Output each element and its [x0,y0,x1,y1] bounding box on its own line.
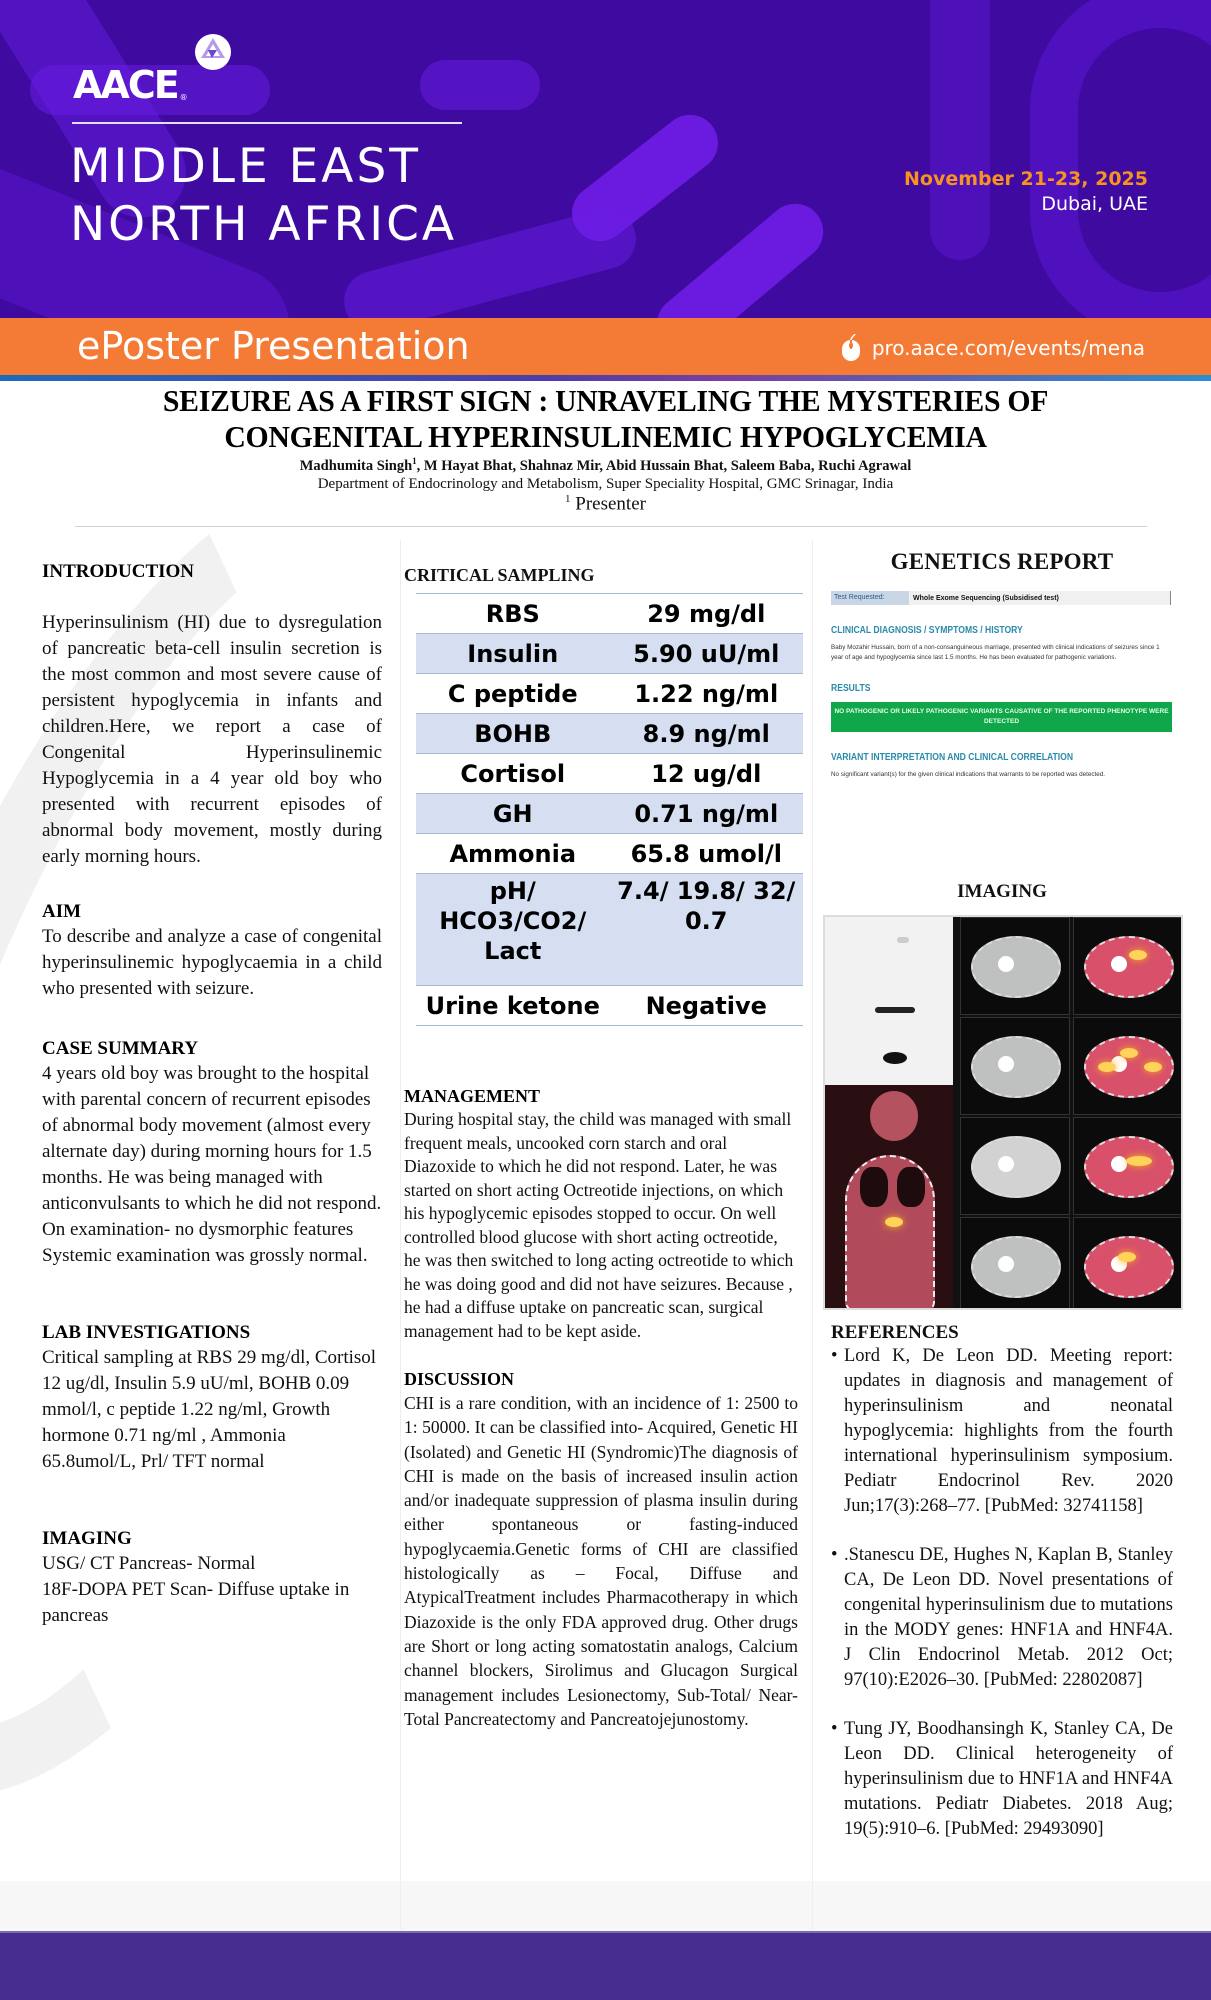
imaging-heading: IMAGING [957,881,1047,902]
value-cell: 29 mg/dl [647,599,766,628]
table-row [416,754,803,794]
reference-item [831,1717,1173,1842]
critical-sampling-heading: CRITICAL SAMPLING [404,565,595,585]
table-row [416,794,803,834]
title-line-2: CONGENITAL HYPERINSULINEMIC HYPOGLYCEMIA [224,419,987,454]
param-cell: RBS [485,599,540,628]
value-cell: 1.22 ng/ml [634,679,779,708]
lab-heading: LAB INVESTIGATIONS [42,1322,251,1343]
presenter-note [0,493,1211,515]
first-author: Madhumita Singh [299,457,413,474]
event-url-link[interactable] [840,334,1145,362]
axial-pet-slice [1073,917,1183,1015]
management-text: During hospital stay, the child was managed with small frequent meals, uncooked corn starch and oral Diazoxide to which he did not respond. Later, he was started on short acting Octreotide injections, on which his hypoglycemic episodes stopped to occur. On well controlled blood glucose with short acting octreotide, he was then switched to long acting octreotide to which he was doing good and did not have seizures. Because , he had a diffuse uptake on pancreatic scan, surgical management had to be kept aside. [404,1109,794,1341]
test-requested-label: Test Requested: [831,591,909,605]
table-row [416,714,803,754]
decorative-swoosh [645,192,834,318]
presenter-marker: 1 [412,456,417,466]
discussion-section [404,1367,798,1731]
aim-section [42,900,382,1002]
case-summary-text: 4 years old boy was brought to the hospital with parental concern of recurrent episodes of abnormal body movement (almost every alternate day) during morning hours for 1.5 months. He was being managed with anticonvulsants to which he did not respond. [42,1063,382,1214]
logo-wordmark: AACE [73,63,178,107]
clinical-diagnosis-text: Baby Mozahir Hussain, born of a non-consanguineous marriage, presented with clinical indications of seizures since 1 year of age and hypoglycemia since last 1.5 months. He has been evaluated for pathogenic variations. [831,644,1160,661]
axial-pet-slice [1073,1117,1183,1215]
param-cell: pH/ HCO3/CO2/ Lact [439,877,587,965]
value-cell: 0.71 ng/ml [634,799,779,828]
value-cell: 7.4/ 19.8/ 32/ 0.7 [617,877,796,935]
lab-text: Critical sampling at RBS 29 mg/dl, Cortisol 12 ug/dl, Insulin 5.9 uU/ml, BOHB 0.09 mmol/l, c peptide 1.22 ng/ml, Growth hormone 0.71 ng/ml , Ammonia 65.8umol/L, Prl/ TFT normal [42,1347,377,1472]
column-divider [812,540,813,1930]
imaging-summary-heading: IMAGING [42,1528,132,1549]
param-cell: C peptide [447,679,578,708]
case-summary-systemic: Systemic examination was grossly normal. [42,1245,368,1266]
axial-ct-slice [960,917,1070,1015]
management-heading: MANAGEMENT [404,1086,540,1106]
table-row [416,874,803,986]
gradient-divider [0,375,1211,381]
presenter-note-marker: 1 [565,492,571,505]
event-location: Dubai, UAE [1041,193,1148,215]
axial-ct-slice [960,1217,1070,1310]
poster-title [24,383,1187,455]
co-authors: , M Hayat Bhat, Shahnaz Mir, Abid Hussain Bhat, Saleem Baba, Ruchi Agrawal [416,457,912,474]
coronal-fused-pane [825,1085,953,1310]
column-divider [400,540,401,1930]
table-row [416,594,803,634]
author-list [0,456,1211,475]
test-requested-value: Whole Exome Sequencing (Subsidised test) [913,594,1059,602]
banner-divider [72,122,462,124]
decorative-swoosh [1030,0,1211,318]
reference-item [831,1543,1173,1693]
table-row [416,634,803,674]
results-banner: NO PATHOGENIC OR LIKELY PATHOGENIC VARIANTS CAUSATIVE OF THE REPORTED PHENOTYPE WERE DETECTED [831,702,1172,732]
imaging-line-1: USG/ CT Pancreas- Normal [42,1553,256,1574]
imaging-summary-section [42,1527,382,1629]
watermark-band [0,1881,1211,1931]
discussion-heading: DISCUSSION [404,1369,515,1389]
decorative-swoosh [930,0,990,260]
critical-sampling-table [416,593,803,1026]
value-cell: 12 ug/dl [651,759,762,788]
title-divider [75,526,1147,527]
value-cell: Negative [645,991,767,1020]
decorative-swoosh [420,60,540,110]
aim-heading: AIM [42,901,82,922]
param-cell: BOHB [474,719,552,748]
reference-item [831,1344,1173,1519]
bullet-icon: • [831,1346,838,1366]
aace-emblem-icon [191,30,235,74]
lab-investigations-section [42,1321,382,1475]
title-line-1: SEIZURE AS A FIRST SIGN : UNRAVELING THE MYSTERIES OF [162,383,1049,418]
event-date: November 21-23, 2025 [904,168,1148,190]
test-requested-row [831,591,1171,605]
reference-text: Tung JY, Boodhansingh K, Stanley CA, De Leon DD. Clinical heterogeneity of hyperinsulinism due to HNF1A and HNF4A mutations. Pediatr Diabetes. 2018 Aug; 19(5):910–6. [PubMed: 29493090] [844,1719,1173,1839]
imaging-line-2: 18F-DOPA PET Scan- Diffuse uptake in pancreas [42,1579,350,1626]
axial-ct-slice [960,1117,1070,1215]
param-cell: Urine ketone [425,991,600,1020]
clinical-diagnosis-heading: CLINICAL DIAGNOSIS / SYMPTOMS / HISTORY [831,625,1023,636]
table-row [416,834,803,874]
middle-column [404,560,798,1731]
pet-ct-scan-image [823,915,1183,1310]
param-cell: GH [492,799,533,828]
mouse-click-icon [840,334,862,362]
aim-text: To describe and analyze a case of congenital hyperinsulinemic hypoglycaemia in a child who presented with seizure. [42,926,382,999]
case-summary-section [42,1037,382,1269]
aace-logo [73,63,188,107]
event-url: pro.aace.com/events/mena [871,336,1145,360]
references-heading: REFERENCES [831,1322,959,1343]
introduction-section [42,560,382,870]
introduction-text: Hyperinsulinism (HI) due to dysregulation of pancreatic beta-cell insulin secretion is the most common and most severe cause of persistent hypoglycemia in infants and children.Here, we report a case of Congenital Hyperinsulinemic Hypoglycemia in a 4 year old boy who presented with recurrent episodes of abnormal body movement, mostly during early morning hours. [42,612,382,867]
value-cell: 8.9 ng/ml [642,719,770,748]
eposter-band [0,318,1211,375]
region-line-1: MIDDLE EAST [70,139,422,194]
left-column [42,560,382,1629]
eposter-label: ePoster Presentation [77,324,470,368]
region-title [70,138,457,254]
value-cell: 65.8 umol/l [630,839,782,868]
axial-pet-slice [1073,1017,1183,1115]
logo-registered-mark: ® [179,93,188,102]
poster-title-block [0,383,1211,515]
variant-text: No significant variant(s) for the given clinical indications that warrants to be reported was detected. [831,771,1106,778]
reference-list [831,1344,1173,1842]
table-row [416,986,803,1026]
bullet-icon: • [831,1545,838,1565]
introduction-heading: INTRODUCTION [42,561,195,582]
genetics-heading: GENETICS REPORT [890,549,1114,574]
table-row [416,674,803,714]
discussion-text: CHI is a rare condition, with an incidence of 1: 2500 to 1: 50000. It can be classified into- Acquired, Genetic HI (Isolated) and Genetic HI (Syndromic)The diagnosis of CHI is made on the basis of increased insulin action and/or inadequate suppression of plasma insulin during either spontaneous or fasting-induced hypoglycaemia.Genetic forms of CHI are classified histologically as – Focal, Diffuse and AtypicalTreatment includes Pharmacotherapy in which Diazoxide is the only FDA approved drug. Other drugs are Short or long acting somatostatin analogs, Calcium channel blockers, Sirolimus and Glucagon Surgical management includes Lesionectomy, Sub-Total/ Near-Total Pancreatectomy and Pancreatojejunostomy. [404,1393,798,1729]
param-cell: Insulin [467,639,559,668]
region-line-2: NORTH AFRICA [70,197,458,252]
case-summary-exam: On examination- no dysmorphic features [42,1219,354,1240]
poster-footer [0,1931,1211,2000]
critical-sampling-section [404,564,798,1026]
reference-text: .Stanescu DE, Hughes N, Kaplan B, Stanley CA, De Leon DD. Novel presentations of congenital hyperinsulinism due to mutations in the MODY genes: HNF1A and HNF4A. J Clin Endocrinol Metab. 2012 Oct; 97(10):E2026–30. [PubMed: 22802087] [844,1545,1173,1690]
genetics-report-image [831,591,1173,831]
value-cell: 5.90 uU/ml [633,639,780,668]
variant-heading: VARIANT INTERPRETATION AND CLINICAL CORRELATION [831,752,1074,763]
axial-ct-slice [960,1017,1070,1115]
reference-text: Lord K, De Leon DD. Meeting report: updates in diagnosis and management of hyperinsulinism and neonatal hypoglycemia: highlights from the fourth international hyperinsulinism symposium. Pediatr Endocrinol Rev. 2020 Jun;17(3):268–77. [PubMed: 32741158] [844,1346,1173,1516]
management-section [404,1084,798,1343]
conference-banner [0,0,1211,318]
presenter-note-label: Presenter [570,493,646,515]
bullet-icon: • [831,1719,838,1739]
param-cell: Ammonia [449,839,577,868]
coronal-mip-pane [825,917,953,1085]
case-summary-heading: CASE SUMMARY [42,1038,199,1059]
right-column [831,548,1173,1866]
axial-pet-slice [1073,1217,1183,1310]
results-heading: RESULTS [831,683,871,694]
affiliation: Department of Endocrinology and Metabolism, Super Speciality Hospital, GMC Srinagar, India [317,475,894,492]
param-cell: Cortisol [460,759,566,788]
